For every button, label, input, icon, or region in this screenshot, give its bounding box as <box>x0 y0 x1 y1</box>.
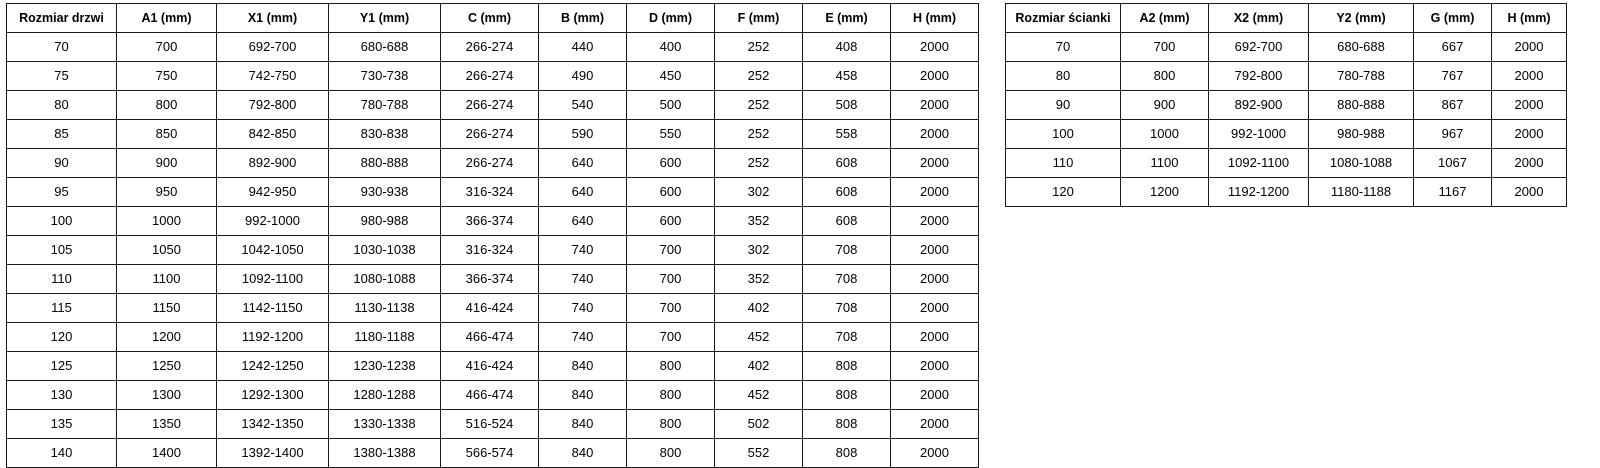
door-dimensions-table <box>6 3 979 468</box>
table-cell: 680-688 <box>1309 33 1414 62</box>
table-cell: 316-324 <box>441 178 539 207</box>
table-cell: 1192-1200 <box>1209 178 1309 207</box>
door-column-header: Rozmiar drzwi <box>7 4 117 33</box>
table-cell: 1180-1188 <box>1309 178 1414 207</box>
table-cell: 808 <box>803 381 891 410</box>
table-cell: 792-800 <box>217 91 329 120</box>
table-cell: 1250 <box>117 352 217 381</box>
table-cell: 692-700 <box>1209 33 1309 62</box>
table-cell: 450 <box>627 62 715 91</box>
table-cell: 808 <box>803 352 891 381</box>
table-row <box>7 236 979 265</box>
table-cell: 2000 <box>1492 178 1567 207</box>
table-row <box>7 265 979 294</box>
table-cell: 900 <box>1121 91 1209 120</box>
wall-size-cell: 100 <box>1006 120 1121 149</box>
table-cell: 558 <box>803 120 891 149</box>
table-cell: 366-374 <box>441 265 539 294</box>
table-cell: 252 <box>715 33 803 62</box>
wall-dimensions-table <box>1005 3 1567 207</box>
table-cell: 2000 <box>891 149 979 178</box>
table-cell: 252 <box>715 149 803 178</box>
table-cell: 700 <box>627 236 715 265</box>
table-cell: 1300 <box>117 381 217 410</box>
table-cell: 800 <box>627 439 715 468</box>
table-cell: 590 <box>539 120 627 149</box>
table-cell: 1092-1100 <box>217 265 329 294</box>
table-cell: 1042-1050 <box>217 236 329 265</box>
table-cell: 840 <box>539 352 627 381</box>
table-row <box>7 149 979 178</box>
table-cell: 1150 <box>117 294 217 323</box>
table-cell: 502 <box>715 410 803 439</box>
table-cell: 792-800 <box>1209 62 1309 91</box>
table-row <box>7 62 979 91</box>
table-cell: 466-474 <box>441 381 539 410</box>
table-cell: 808 <box>803 439 891 468</box>
table-cell: 566-574 <box>441 439 539 468</box>
table-cell: 840 <box>539 439 627 468</box>
door-size-cell: 130 <box>7 381 117 410</box>
table-cell: 850 <box>117 120 217 149</box>
table-cell: 2000 <box>891 352 979 381</box>
door-size-cell: 105 <box>7 236 117 265</box>
table-header-row <box>7 4 979 33</box>
table-cell: 440 <box>539 33 627 62</box>
table-cell: 840 <box>539 410 627 439</box>
door-size-cell: 110 <box>7 265 117 294</box>
table-cell: 2000 <box>891 323 979 352</box>
table-cell: 1330-1338 <box>329 410 441 439</box>
door-size-cell: 100 <box>7 207 117 236</box>
table-cell: 2000 <box>891 62 979 91</box>
table-header-row <box>1006 4 1567 33</box>
table-cell: 708 <box>803 294 891 323</box>
table-row <box>7 33 979 62</box>
table-cell: 800 <box>627 410 715 439</box>
table-cell: 700 <box>117 33 217 62</box>
door-table-body <box>7 33 979 468</box>
table-cell: 708 <box>803 323 891 352</box>
table-cell: 1292-1300 <box>217 381 329 410</box>
table-cell: 1192-1200 <box>217 323 329 352</box>
table-cell: 800 <box>627 381 715 410</box>
door-column-header: C (mm) <box>441 4 539 33</box>
table-cell: 1392-1400 <box>217 439 329 468</box>
table-cell: 892-900 <box>1209 91 1309 120</box>
door-size-cell: 95 <box>7 178 117 207</box>
wall-column-header: Y2 (mm) <box>1309 4 1414 33</box>
table-cell: 830-838 <box>329 120 441 149</box>
table-cell: 266-274 <box>441 33 539 62</box>
table-cell: 1000 <box>117 207 217 236</box>
table-cell: 316-324 <box>441 236 539 265</box>
door-size-cell: 120 <box>7 323 117 352</box>
wall-column-header: A2 (mm) <box>1121 4 1209 33</box>
table-cell: 980-988 <box>1309 120 1414 149</box>
table-cell: 967 <box>1414 120 1492 149</box>
table-row <box>7 178 979 207</box>
door-column-header: Y1 (mm) <box>329 4 441 33</box>
table-cell: 302 <box>715 178 803 207</box>
table-cell: 1200 <box>1121 178 1209 207</box>
table-cell: 880-888 <box>1309 91 1414 120</box>
table-cell: 500 <box>627 91 715 120</box>
table-cell: 700 <box>627 265 715 294</box>
door-column-header: A1 (mm) <box>117 4 217 33</box>
table-cell: 1280-1288 <box>329 381 441 410</box>
table-cell: 2000 <box>1492 149 1567 178</box>
table-cell: 750 <box>117 62 217 91</box>
wall-column-header: X2 (mm) <box>1209 4 1309 33</box>
table-cell: 1100 <box>117 265 217 294</box>
table-cell: 252 <box>715 120 803 149</box>
table-cell: 508 <box>803 91 891 120</box>
table-row <box>1006 62 1567 91</box>
wall-table-header <box>1006 4 1567 33</box>
table-cell: 266-274 <box>441 120 539 149</box>
door-column-header: F (mm) <box>715 4 803 33</box>
table-cell: 700 <box>1121 33 1209 62</box>
table-cell: 408 <box>803 33 891 62</box>
table-cell: 266-274 <box>441 62 539 91</box>
table-cell: 1180-1188 <box>329 323 441 352</box>
door-table-header <box>7 4 979 33</box>
table-cell: 1167 <box>1414 178 1492 207</box>
table-cell: 2000 <box>1492 33 1567 62</box>
door-column-header: X1 (mm) <box>217 4 329 33</box>
table-cell: 840 <box>539 381 627 410</box>
table-cell: 608 <box>803 178 891 207</box>
table-cell: 540 <box>539 91 627 120</box>
table-cell: 2000 <box>1492 120 1567 149</box>
wall-size-cell: 90 <box>1006 91 1121 120</box>
table-cell: 2000 <box>891 33 979 62</box>
table-row <box>7 439 979 468</box>
table-cell: 2000 <box>891 439 979 468</box>
table-cell: 2000 <box>891 410 979 439</box>
table-cell: 700 <box>627 294 715 323</box>
table-cell: 1142-1150 <box>217 294 329 323</box>
table-cell: 2000 <box>1492 62 1567 91</box>
table-cell: 266-274 <box>441 91 539 120</box>
table-row <box>1006 33 1567 62</box>
table-cell: 252 <box>715 62 803 91</box>
table-cell: 600 <box>627 207 715 236</box>
table-cell: 767 <box>1414 62 1492 91</box>
table-cell: 2000 <box>891 207 979 236</box>
door-size-cell: 85 <box>7 120 117 149</box>
table-cell: 640 <box>539 207 627 236</box>
table-cell: 1130-1138 <box>329 294 441 323</box>
table-row <box>7 323 979 352</box>
table-cell: 992-1000 <box>217 207 329 236</box>
table-cell: 402 <box>715 352 803 381</box>
table-cell: 800 <box>627 352 715 381</box>
table-cell: 800 <box>117 91 217 120</box>
table-cell: 452 <box>715 381 803 410</box>
table-cell: 1000 <box>1121 120 1209 149</box>
table-row <box>1006 149 1567 178</box>
table-cell: 2000 <box>891 294 979 323</box>
table-cell: 302 <box>715 236 803 265</box>
table-cell: 900 <box>117 149 217 178</box>
table-cell: 1080-1088 <box>329 265 441 294</box>
door-size-cell: 115 <box>7 294 117 323</box>
table-cell: 416-424 <box>441 294 539 323</box>
table-cell: 1380-1388 <box>329 439 441 468</box>
table-cell: 2000 <box>891 178 979 207</box>
table-cell: 708 <box>803 236 891 265</box>
wall-column-header: H (mm) <box>1492 4 1567 33</box>
table-cell: 942-950 <box>217 178 329 207</box>
table-cell: 992-1000 <box>1209 120 1309 149</box>
table-cell: 1030-1038 <box>329 236 441 265</box>
table-cell: 2000 <box>891 120 979 149</box>
table-cell: 1400 <box>117 439 217 468</box>
table-cell: 740 <box>539 323 627 352</box>
table-cell: 600 <box>627 178 715 207</box>
table-cell: 740 <box>539 265 627 294</box>
table-cell: 1100 <box>1121 149 1209 178</box>
table-cell: 252 <box>715 91 803 120</box>
wall-size-cell: 70 <box>1006 33 1121 62</box>
table-cell: 1350 <box>117 410 217 439</box>
door-column-header: D (mm) <box>627 4 715 33</box>
wall-column-header: Rozmiar ścianki <box>1006 4 1121 33</box>
door-column-header: E (mm) <box>803 4 891 33</box>
table-row <box>7 381 979 410</box>
table-cell: 2000 <box>891 381 979 410</box>
table-cell: 740 <box>539 236 627 265</box>
table-cell: 458 <box>803 62 891 91</box>
table-cell: 1200 <box>117 323 217 352</box>
table-cell: 402 <box>715 294 803 323</box>
table-cell: 667 <box>1414 33 1492 62</box>
wall-column-header: G (mm) <box>1414 4 1492 33</box>
table-cell: 1242-1250 <box>217 352 329 381</box>
table-cell: 867 <box>1414 91 1492 120</box>
table-row <box>1006 120 1567 149</box>
table-cell: 416-424 <box>441 352 539 381</box>
table-cell: 1342-1350 <box>217 410 329 439</box>
table-cell: 640 <box>539 178 627 207</box>
table-row <box>1006 178 1567 207</box>
table-cell: 2000 <box>891 236 979 265</box>
table-cell: 692-700 <box>217 33 329 62</box>
table-cell: 1067 <box>1414 149 1492 178</box>
table-row <box>7 91 979 120</box>
table-cell: 2000 <box>891 265 979 294</box>
table-row <box>7 120 979 149</box>
door-size-cell: 125 <box>7 352 117 381</box>
table-cell: 550 <box>627 120 715 149</box>
table-cell: 930-938 <box>329 178 441 207</box>
table-cell: 680-688 <box>329 33 441 62</box>
door-size-cell: 90 <box>7 149 117 178</box>
table-cell: 740 <box>539 294 627 323</box>
door-column-header: B (mm) <box>539 4 627 33</box>
table-cell: 2000 <box>891 91 979 120</box>
door-column-header: H (mm) <box>891 4 979 33</box>
table-cell: 452 <box>715 323 803 352</box>
door-size-cell: 140 <box>7 439 117 468</box>
table-cell: 780-788 <box>1309 62 1414 91</box>
table-cell: 352 <box>715 207 803 236</box>
table-cell: 490 <box>539 62 627 91</box>
table-row <box>7 294 979 323</box>
table-cell: 608 <box>803 149 891 178</box>
table-row <box>7 207 979 236</box>
table-cell: 980-988 <box>329 207 441 236</box>
table-cell: 640 <box>539 149 627 178</box>
table-row <box>1006 91 1567 120</box>
door-size-cell: 135 <box>7 410 117 439</box>
door-size-cell: 70 <box>7 33 117 62</box>
table-cell: 552 <box>715 439 803 468</box>
table-cell: 608 <box>803 207 891 236</box>
table-cell: 266-274 <box>441 149 539 178</box>
table-cell: 700 <box>627 323 715 352</box>
table-row <box>7 352 979 381</box>
wall-table-body <box>1006 33 1567 207</box>
table-cell: 708 <box>803 265 891 294</box>
table-cell: 842-850 <box>217 120 329 149</box>
table-cell: 800 <box>1121 62 1209 91</box>
table-cell: 1092-1100 <box>1209 149 1309 178</box>
door-size-cell: 75 <box>7 62 117 91</box>
table-cell: 1050 <box>117 236 217 265</box>
table-cell: 600 <box>627 149 715 178</box>
table-cell: 466-474 <box>441 323 539 352</box>
table-cell: 1230-1238 <box>329 352 441 381</box>
table-cell: 516-524 <box>441 410 539 439</box>
table-cell: 808 <box>803 410 891 439</box>
table-cell: 400 <box>627 33 715 62</box>
table-cell: 950 <box>117 178 217 207</box>
table-cell: 892-900 <box>217 149 329 178</box>
table-cell: 1080-1088 <box>1309 149 1414 178</box>
table-cell: 2000 <box>1492 91 1567 120</box>
door-size-cell: 80 <box>7 91 117 120</box>
wall-size-cell: 120 <box>1006 178 1121 207</box>
table-cell: 780-788 <box>329 91 441 120</box>
table-cell: 742-750 <box>217 62 329 91</box>
table-cell: 352 <box>715 265 803 294</box>
table-cell: 880-888 <box>329 149 441 178</box>
table-row <box>7 410 979 439</box>
table-cell: 730-738 <box>329 62 441 91</box>
wall-size-cell: 80 <box>1006 62 1121 91</box>
table-cell: 366-374 <box>441 207 539 236</box>
wall-size-cell: 110 <box>1006 149 1121 178</box>
